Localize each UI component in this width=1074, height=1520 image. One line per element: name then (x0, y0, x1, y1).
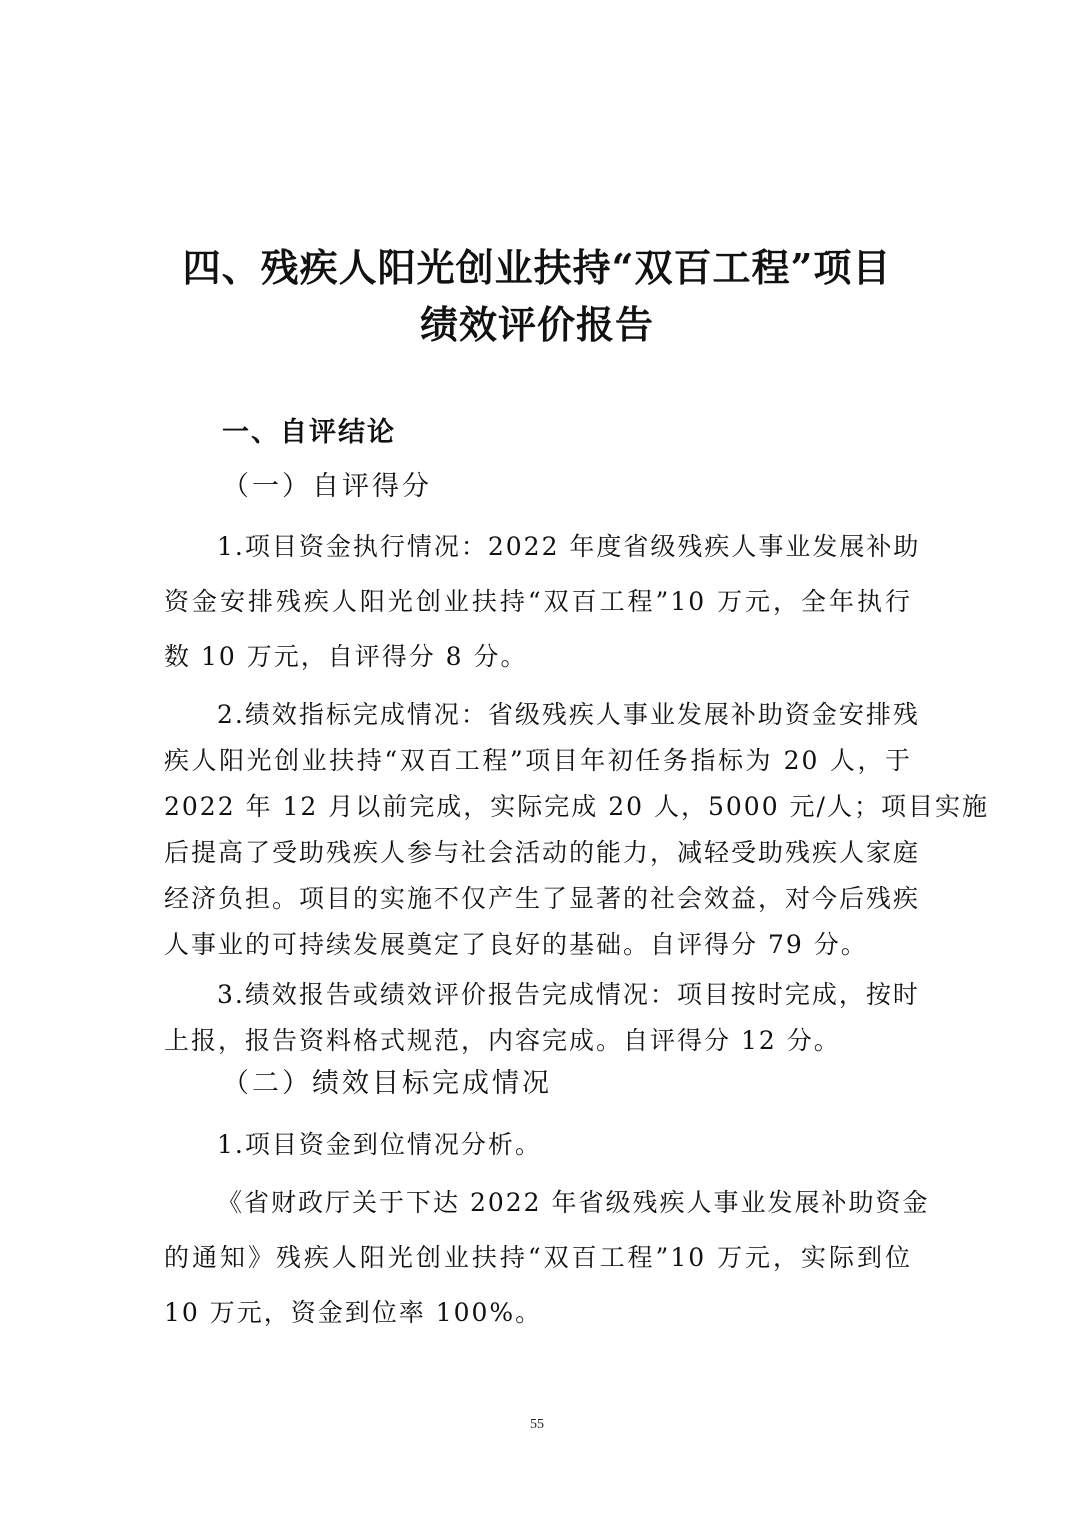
paragraph-1-line-1: 1.项目资金执行情况：2022 年度省级残疾人事业发展补助 (217, 532, 921, 561)
paragraph-3-line-1: 3.绩效报告或绩效评价报告完成情况：项目按时完成，按时 (217, 980, 920, 1009)
paragraph-1-line-2: 资金安排残疾人阳光创业扶持“双百工程”10 万元，全年执行 (164, 587, 912, 616)
paragraph-1-line-3: 数 10 万元，自评得分 8 分。 (164, 642, 528, 671)
paragraph-4-line-2: 的通知》残疾人阳光创业扶持“双百工程”10 万元，实际到位 (164, 1243, 912, 1272)
report-title-line-2: 绩效评价报告 (419, 302, 654, 347)
subsection-heading-score: （一）自评得分 (222, 471, 432, 502)
report-title-line-1: 四、残疾人阳光创业扶持“双百工程”项目 (182, 245, 892, 290)
paragraph-2-line-2: 疾人阳光创业扶持“双百工程”项目年初任务指标为 20 人，于 (164, 746, 912, 775)
paragraph-2-line-3: 2022 年 12 月以前完成，实际完成 20 人，5000 元/人；项目实施 (164, 792, 989, 821)
section-heading-self-evaluation: 一、自评结论 (222, 417, 396, 448)
paragraph-4-line-3: 10 万元，资金到位率 100%。 (164, 1298, 543, 1327)
paragraph-4-line-1: 《省财政厅关于下达 2022 年省级残疾人事业发展补助资金 (217, 1188, 930, 1217)
paragraph-2-line-1: 2.绩效指标完成情况：省级残疾人事业发展补助资金安排残 (217, 700, 920, 729)
paragraph-2-line-4: 后提高了受助残疾人参与社会活动的能力，减轻受助残疾人家庭 (164, 838, 921, 867)
item-heading-fund-arrival: 1.项目资金到位情况分析。 (217, 1130, 542, 1159)
page-number: 55 (530, 1417, 544, 1432)
paragraph-3-line-2: 上报，报告资料格式规范，内容完成。自评得分 12 分。 (164, 1026, 841, 1055)
paragraph-2-line-5: 经济负担。项目的实施不仅产生了显著的社会效益，对今后残疾 (164, 884, 921, 913)
paragraph-2-line-6: 人事业的可持续发展奠定了良好的基础。自评得分 79 分。 (164, 930, 868, 959)
subsection-heading-goal-completion: （二）绩效目标完成情况 (222, 1068, 552, 1099)
